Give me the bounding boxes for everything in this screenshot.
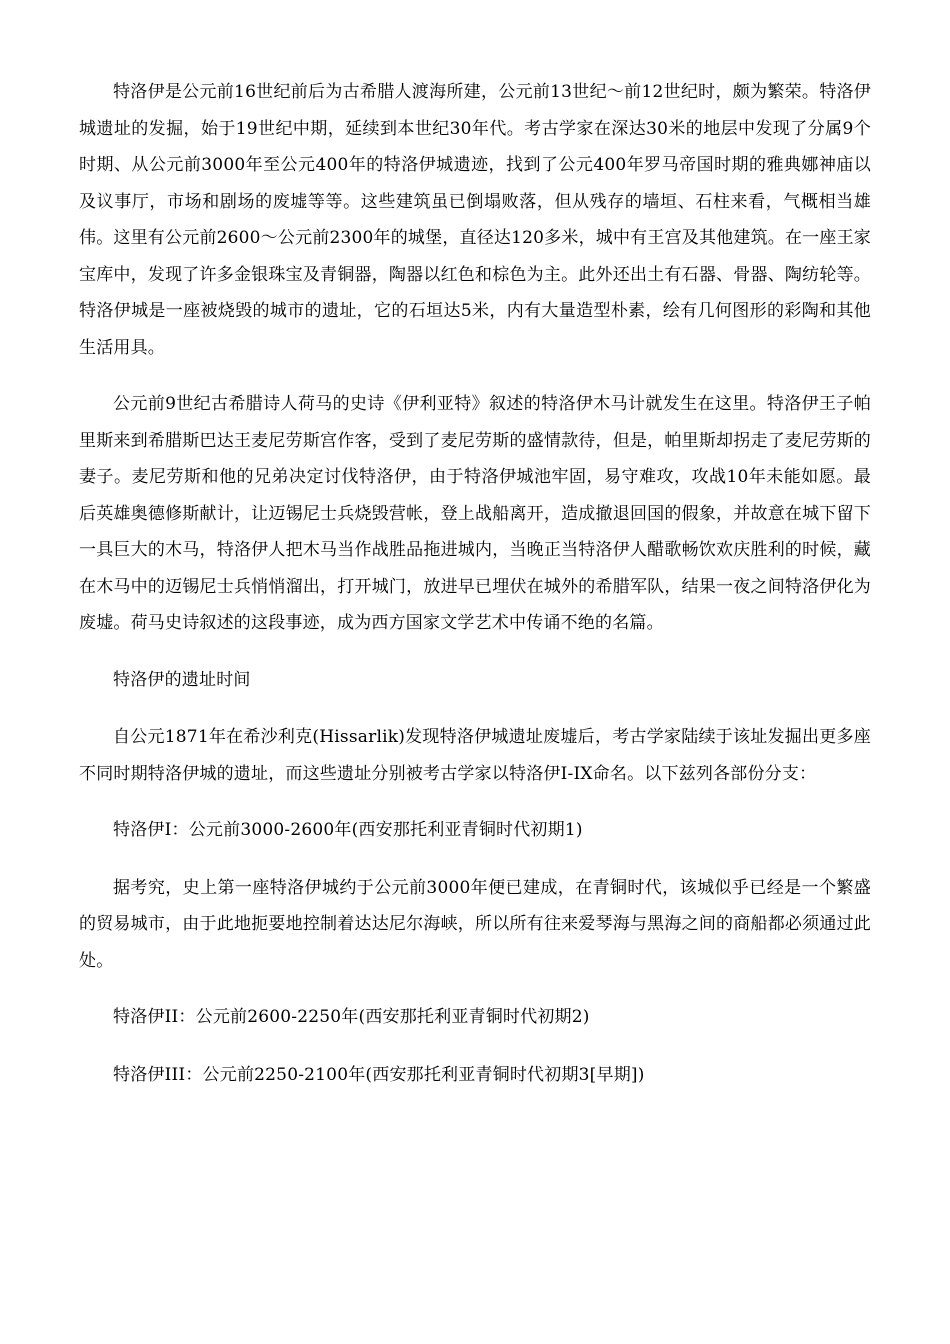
document-page (79, 74, 871, 1114)
paragraph-troy-history: 特洛伊是公元前16世纪前后为古希腊人渡海所建，公元前13世纪～前12世纪时，颇为繁荣。特洛伊城遗址的发掘，始于19世纪中期，延续到本世纪30年代。考古学家在深达30米的地层中发现了分属9个时期、从公元前3000年至公元400年的特洛伊城遗迹，找到了公元400年罗马帝国时期的雅典娜神庙以及议事厅，市场和剧场的废墟等等。这些建筑虽已倒塌败落，但从残存的墙垣、石柱来看，气概相当雄伟。这里有公元前2600～公元前2300年的城堡，直径达120多米，城中有王宫及其他建筑。在一座王家宝库中，发现了许多金银珠宝及青铜器，陶器以红色和棕色为主。此外还出土有石器、骨器、陶纺轮等。特洛伊城是一座被烧毁的城市的遗址，它的石垣达5米，内有大量造型朴素，绘有几何图形的彩陶和其他生活用具。 (79, 82, 871, 358)
troy-ii-heading: 特洛伊II：公元前2600-2250年(西安那托利亚青铜时代初期2) (113, 1007, 590, 1027)
paragraph-troy-i: 据考究，史上第一座特洛伊城约于公元前3000年便已建成，在青铜时代，该城似乎已经是一个繁盛的贸易城市，由于此地扼要地控制着达达尼尔海峡，所以所有往来爱琴海与黑海之间的商船都必须通过此处。 (79, 877, 871, 971)
troy-i-heading: 特洛伊I：公元前3000-2600年(西安那托利亚青铜时代初期1) (113, 820, 583, 840)
paragraph-trojan-horse: 公元前9世纪古希腊诗人荷马的史诗《伊利亚特》叙述的特洛伊木马计就发生在这里。特洛伊王子帕里斯来到希腊斯巴达王麦尼劳斯宫作客，受到了麦尼劳斯的盛情款待，但是，帕里斯却拐走了麦尼劳斯的妻子。麦尼劳斯和他的兄弟决定讨伐特洛伊，由于特洛伊城池牢固，易守难攻，攻战10年未能如愿。最后英雄奥德修斯献计，让迈锡尼士兵烧毁营帐，登上战船离开，造成撤退回国的假象，并故意在城下留下一具巨大的木马，特洛伊人把木马当作战胜品拖进城内，当晚正当特洛伊人醋歌畅饮欢庆胜利的时候，藏在木马中的迈锡尼士兵悄悄溜出，打开城门，放进早已埋伏在城外的希腊军队，结果一夜之间特洛伊化为废墟。荷马史诗叙述的这段事迹，成为西方国家文学艺术中传诵不绝的名篇。 (79, 394, 871, 633)
paragraph-excavation: 自公元1871年在希沙利克(Hissarlik)发现特洛伊城遗址废墟后，考古学家陆续于该址发掘出更多座不同时期特洛伊城的遗址，而这些遗址分别被考古学家以特洛伊I-IX命名。以下兹列各部份分支： (79, 727, 871, 784)
troy-iii-heading: 特洛伊III：公元前2250-2100年(西安那托利亚青铜时代初期3[早期]) (113, 1064, 645, 1085)
section-heading-site-periods: 特洛伊的遗址时间 (113, 669, 251, 690)
